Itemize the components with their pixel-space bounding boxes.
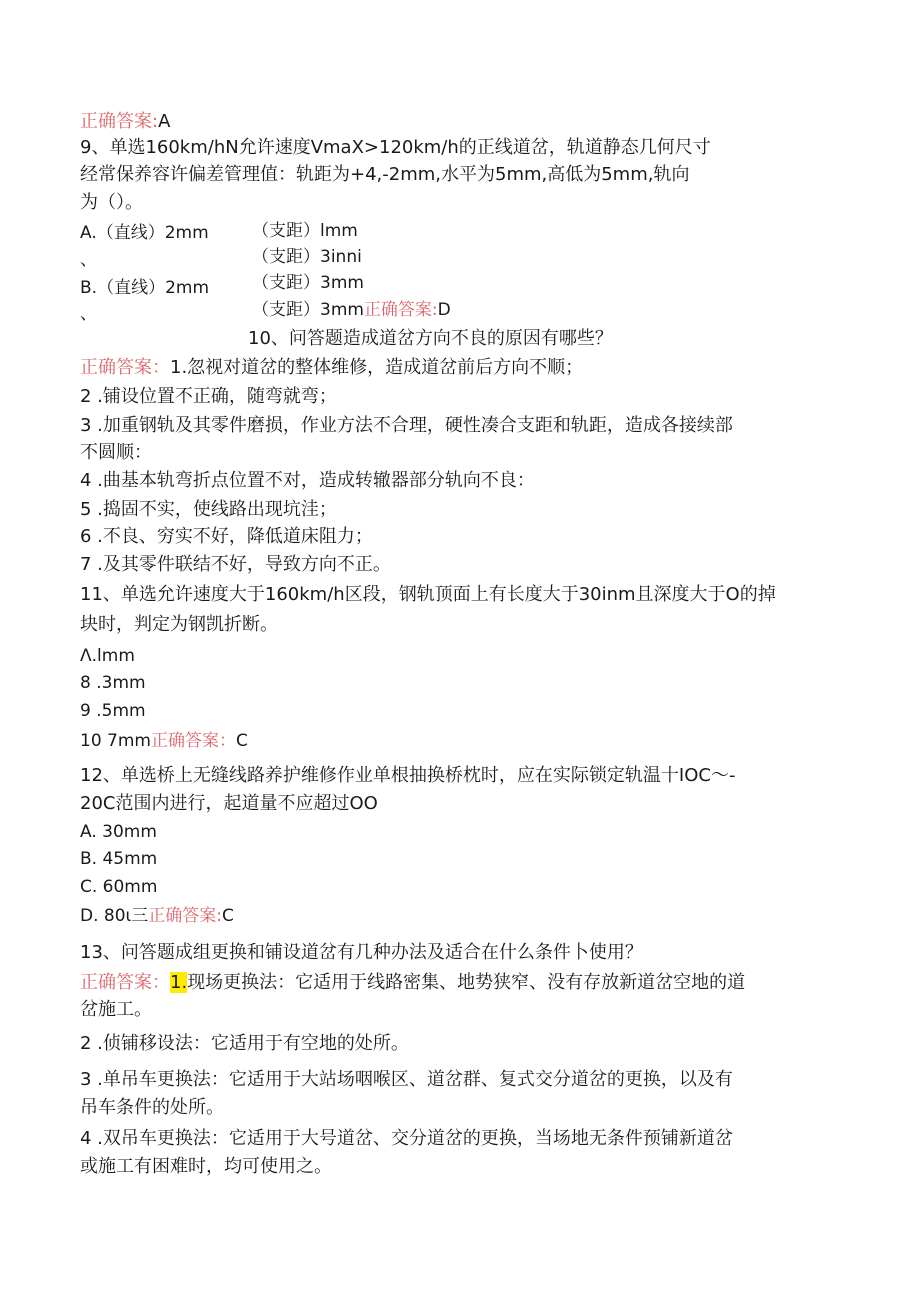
q9-option-a-sep: 、 bbox=[80, 250, 97, 270]
q12-option-c: C. 60mm bbox=[80, 877, 158, 897]
q12-text-line1: 12、单选桥上无缝线路养护维修作业单根抽换桥枕时，应在实际锁定轨温十IOC～- bbox=[80, 765, 736, 786]
q9-answer bbox=[80, 110, 170, 134]
answer-label: 正确答案: bbox=[148, 906, 223, 926]
answer-label: 正确答案： bbox=[80, 972, 170, 993]
q10-line3b: 不圆顺： bbox=[80, 442, 152, 463]
q10-line7: 7 .及其零件联结不好，导致方向不正。 bbox=[80, 554, 391, 575]
answer-text: 1.忽视对道岔的整体维修，造成道岔前后方向不顺； bbox=[170, 357, 584, 378]
q9-option-a: A.（直线）2mm bbox=[80, 223, 209, 243]
q9-right-2: （支距）3inni bbox=[252, 247, 362, 267]
q13-answer-line1 bbox=[80, 971, 745, 995]
q11-text-line2: 块时，判定为钢凯折断。 bbox=[80, 614, 278, 635]
answer-text: 现场更换法：它适用于线路密集、地势狭窄、没有存放新道岔空地的道 bbox=[187, 972, 746, 993]
q13-title: 13、问答题成组更换和铺设道岔有几种办法及适合在什么条件卜使用？ bbox=[80, 942, 643, 963]
q9-option-b: B.（直线）2mm bbox=[80, 278, 210, 298]
q12-text-line2: 20C范围内进行，起道量不应超过OO bbox=[80, 793, 378, 814]
q12-option-d-with-answer bbox=[80, 904, 234, 928]
q10-line3a: 3 .加重钢轨及其零件磨损，作业方法不合理，硬性凑合支距和轨距，造成各接续部 bbox=[80, 415, 733, 436]
q13-line2: 2 .侦铺移设法：它适用于有空地的处所。 bbox=[80, 1033, 409, 1054]
q13-line4b: 或施工有困难时，均可使用之。 bbox=[80, 1156, 332, 1177]
answer-value: D bbox=[437, 300, 451, 320]
q9-option-b-sep: 、 bbox=[80, 304, 97, 324]
q12-option-a: A. 30mm bbox=[80, 822, 157, 842]
q9-text-line3: 为（）。 bbox=[80, 192, 143, 213]
answer-value: C bbox=[235, 731, 248, 751]
answer-label: 正确答案: bbox=[363, 300, 438, 320]
answer-label: 正确答案: bbox=[80, 111, 159, 132]
answer-value: C bbox=[222, 906, 234, 926]
q13-line1b: 岔施工。 bbox=[80, 999, 152, 1020]
q13-line3a: 3 .单吊车更换法：它适用于大站场咽喉区、道岔群、复式交分道岔的更换，以及有 bbox=[80, 1069, 733, 1090]
q12-option-d: D. 80ι三 bbox=[80, 906, 149, 926]
q9-right-4-with-answer bbox=[252, 298, 451, 322]
q9-text-line1: 9、单选160km/hN允许速度VmaX>120km/h的正线道岔，轨道静态几何尺寸 bbox=[80, 137, 711, 158]
q9-right-3: （支距）3mm bbox=[252, 273, 364, 293]
answer-label: 正确答案： bbox=[80, 357, 170, 378]
q11-text-line1: 11、单选允许速度大于160km/h区段，钢轨顶面上有长度大于30inm且深度大于O的掉 bbox=[80, 584, 776, 605]
q10-line4: 4 .曲基本轨弯折点位置不对，造成转辙器部分轨向不良： bbox=[80, 470, 535, 491]
q10-line6: 6 .不良、穷实不好，降低道床阻力； bbox=[80, 526, 373, 547]
answer-value: A bbox=[158, 111, 171, 132]
q10-line2: 2 .铺设位置不正确，随弯就弯； bbox=[80, 386, 337, 407]
q11-option-4-with-answer bbox=[80, 729, 248, 753]
q9-right-1: （支距）lmm bbox=[252, 221, 358, 241]
q9-right-4: （支距）3mm bbox=[252, 300, 364, 320]
q10-title: 10、问答题造成道岔方向不良的原因有哪些？ bbox=[248, 328, 613, 349]
q9-text-line2: 经常保养容许偏差管理值：轨距为+4,-2mm,水平为5mm,高低为5mm,轨向 bbox=[80, 164, 690, 185]
q10-line5: 5 .捣固不实，使线路出现坑洼； bbox=[80, 499, 337, 520]
answer-label: 正确答案： bbox=[150, 731, 236, 751]
highlighted-number: 1. bbox=[170, 972, 188, 993]
q11-option-3: 9 .5mm bbox=[80, 701, 146, 721]
q12-option-b: B. 45mm bbox=[80, 849, 158, 869]
q13-line3b: 吊车条件的处所。 bbox=[80, 1097, 224, 1118]
q11-option-4: 10 7mm bbox=[80, 731, 151, 751]
q10-answer-line1 bbox=[80, 356, 583, 380]
q13-line4a: 4 .双吊车更换法：它适用于大号道岔、交分道岔的更换，当场地无条件预铺新道岔 bbox=[80, 1128, 733, 1149]
q11-option-1: Λ.lmm bbox=[80, 646, 135, 666]
q11-option-2: 8 .3mm bbox=[80, 673, 146, 693]
